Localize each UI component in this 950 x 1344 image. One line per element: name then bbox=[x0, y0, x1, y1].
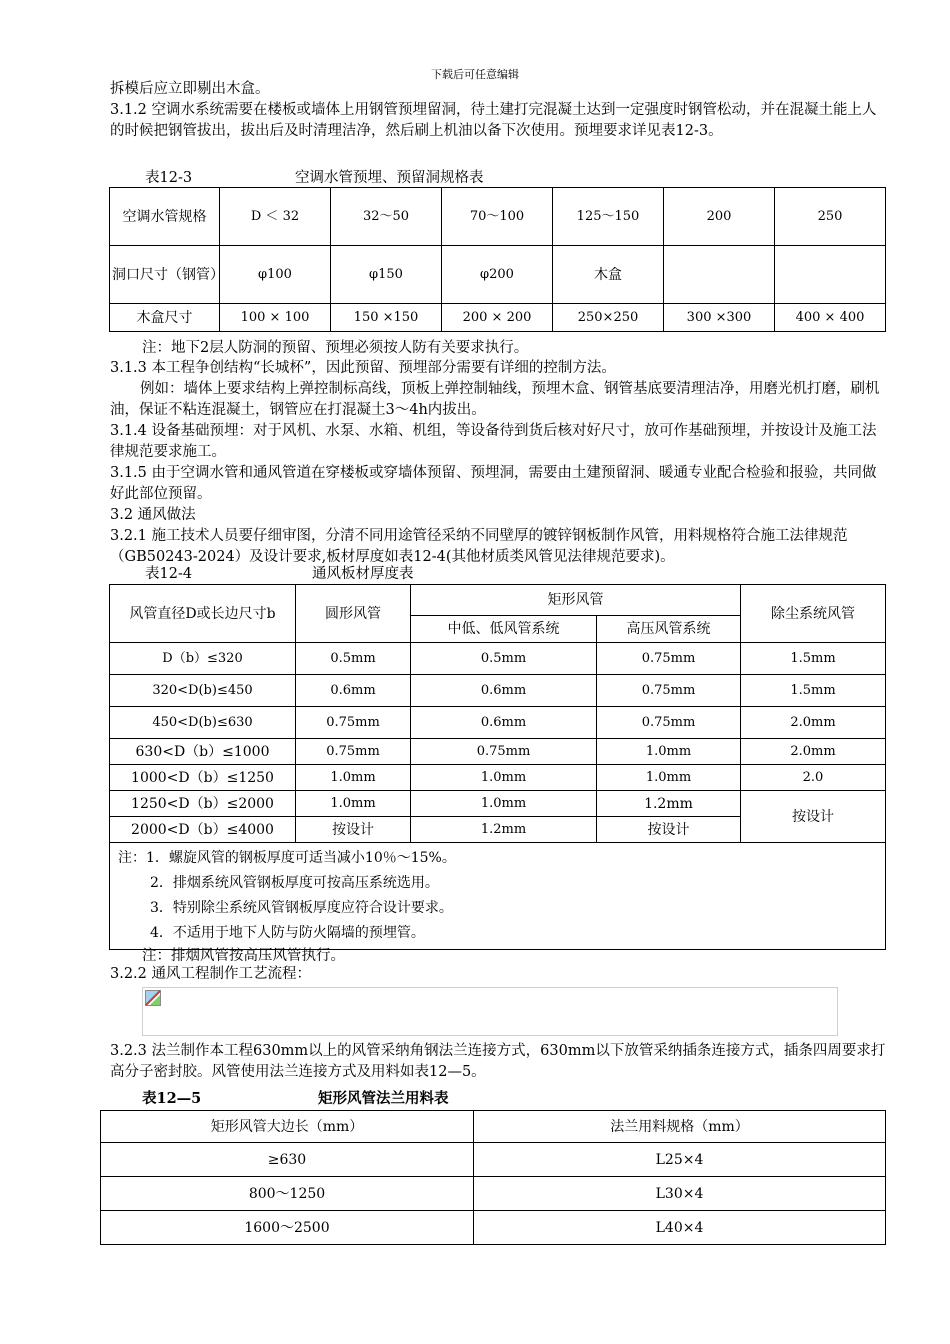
table-cell: 450<D(b)≤630 bbox=[110, 707, 296, 739]
table-cell: 0.75mm bbox=[296, 707, 411, 739]
table-cell: 0.5mm bbox=[411, 643, 597, 675]
table-cell: L25×4 bbox=[474, 1143, 886, 1177]
paragraph-3-1-5: 3.1.5 由于空调水管和通风管道在穿楼板或穿墙体预留、预埋洞，需要由土建预留洞、暖通专业配合检验和报验，共同做好此部位预留。 bbox=[110, 465, 877, 502]
table-header-cell: 法兰用料规格（mm） bbox=[474, 1111, 886, 1143]
table-12-3-number: 表12-3 bbox=[145, 170, 193, 186]
table-cell: 250×250 bbox=[553, 304, 664, 332]
table-12-5-title: 矩形风管法兰用料表 bbox=[318, 1090, 449, 1107]
table-cell: 1250<D（b）≤2000 bbox=[110, 791, 296, 817]
table-cell: 150 ×150 bbox=[331, 304, 442, 332]
table-header-cell: 风管直径D或长边尺寸b bbox=[110, 585, 296, 643]
paragraph-remove-box: 拆模后应立即剔出木盒。 bbox=[110, 81, 270, 97]
table-cell: 1000<D（b）≤1250 bbox=[110, 765, 296, 791]
paragraph-3-1-2: 3.1.2 空调水系统需要在楼板或墙体上用钢管预埋留洞，待土建打完混凝土达到一定强度时钢管松动，并在混凝土能上人的时候把钢管拔出，拔出后及时清理洁净，然后刷上机油以备下次使用。预埋要求详见表12-3。 bbox=[110, 102, 877, 139]
paragraph-3-2-2: 3.2.2 通风工程制作工艺流程： bbox=[110, 966, 312, 982]
table-cell: 1.2mm bbox=[597, 791, 741, 817]
table-cell: 125～150 bbox=[553, 188, 664, 246]
table-cell: 0.6mm bbox=[296, 675, 411, 707]
table-12-4-title: 通风板材厚度表 bbox=[312, 566, 414, 582]
table-cell: 1.0mm bbox=[296, 791, 411, 817]
table-cell: 320<D(b)≤450 bbox=[110, 675, 296, 707]
table-cell bbox=[775, 246, 886, 304]
table-row bbox=[110, 791, 886, 817]
table-header-cell: 中低、低风管系统 bbox=[411, 616, 597, 643]
table-row bbox=[110, 304, 886, 332]
table-row bbox=[101, 1211, 886, 1245]
table-row bbox=[110, 739, 886, 765]
table-row bbox=[101, 1177, 886, 1211]
table-cell: 木盒 bbox=[553, 246, 664, 304]
table-cell: 1.5mm bbox=[741, 675, 886, 707]
table-row bbox=[110, 707, 886, 739]
paragraph-3-2-3: 3.2.3 法兰制作本工程630mm以上的风管采纳角钢法兰连接方式，630mm以下放管采纳插条连接方式，插条四周要求打高分子密封胶。风管使用法兰连接方式及用料如表12—5。 bbox=[110, 1043, 886, 1080]
table-cell: 32～50 bbox=[331, 188, 442, 246]
note-item: 3．特别除尘系统风管钢板厚度应符合设计要求。 bbox=[150, 900, 453, 916]
table-cell: 250 bbox=[775, 188, 886, 246]
table-cell: 1.0mm bbox=[411, 791, 597, 817]
table-cell: 按设计 bbox=[597, 817, 741, 843]
table-cell: 100 × 100 bbox=[220, 304, 331, 332]
table-cell: φ100 bbox=[220, 246, 331, 304]
table-cell bbox=[664, 246, 775, 304]
table-cell: 0.75mm bbox=[411, 739, 597, 765]
table-cell: 2000<D（b）≤4000 bbox=[110, 817, 296, 843]
table-notes-row bbox=[110, 843, 886, 950]
table-row bbox=[110, 643, 886, 675]
table-cell: 1.0mm bbox=[597, 765, 741, 791]
table-cell: 木盒尺寸 bbox=[110, 304, 220, 332]
table-12-4-number: 表12-4 bbox=[145, 566, 193, 582]
table-cell: L40×4 bbox=[474, 1211, 886, 1245]
table-cell: 0.5mm bbox=[296, 643, 411, 675]
table-cell: 空调水管规格 bbox=[110, 188, 220, 246]
table-header-cell: 圆形风管 bbox=[296, 585, 411, 643]
table-cell: φ200 bbox=[442, 246, 553, 304]
table-cell: 70～100 bbox=[442, 188, 553, 246]
table-cell: 1.2mm bbox=[411, 817, 597, 843]
table-cell: 2.0mm bbox=[741, 707, 886, 739]
table-cell: D ＜ 32 bbox=[220, 188, 331, 246]
table-header-cell: 矩形风管 bbox=[411, 585, 741, 616]
table-header-cell: 矩形风管大边长（mm） bbox=[101, 1111, 474, 1143]
table-cell: L30×4 bbox=[474, 1177, 886, 1211]
table-cell: 0.75mm bbox=[296, 739, 411, 765]
table-cell: 2.0mm bbox=[741, 739, 886, 765]
table-cell: φ150 bbox=[331, 246, 442, 304]
note-item: 注：1．螺旋风管的钢板厚度可适当减小10％～15%。 bbox=[118, 850, 456, 866]
table-cell: 按设计 bbox=[741, 791, 886, 843]
table-cell: 800～1250 bbox=[101, 1177, 474, 1211]
table-cell: 1600～2500 bbox=[101, 1211, 474, 1245]
table-cell: 200 bbox=[664, 188, 775, 246]
table-cell: 0.75mm bbox=[597, 675, 741, 707]
table-cell: 0.6mm bbox=[411, 675, 597, 707]
table-cell: 按设计 bbox=[296, 817, 411, 843]
note-item: 2．排烟系统风管钢板厚度可按高压系统选用。 bbox=[150, 875, 439, 891]
note-item: 4．不适用于地下人防与防火隔墙的预埋管。 bbox=[150, 925, 425, 941]
table-cell: 1.0mm bbox=[296, 765, 411, 791]
note-smoke-exhaust: 注：排烟风管按高压风管执行。 bbox=[142, 948, 345, 964]
table-cell: D（b）≤320 bbox=[110, 643, 296, 675]
paragraph-3-1-3: 3.1.3 本工程争创结构“长城杯”，因此预留、预埋部分需要有详细的控制方法。 bbox=[110, 360, 616, 376]
broken-image-icon bbox=[145, 990, 161, 1006]
table-cell: 0.6mm bbox=[411, 707, 597, 739]
table-row bbox=[110, 188, 886, 246]
note-civil-defense: 注：地下2层人防洞的预留、预埋必须按人防有关要求执行。 bbox=[142, 340, 529, 356]
table-row bbox=[101, 1143, 886, 1177]
table-header-row bbox=[110, 585, 886, 616]
table-cell: 0.75mm bbox=[597, 707, 741, 739]
table-12-4 bbox=[109, 584, 886, 950]
table-cell: 630<D（b）≤1000 bbox=[110, 739, 296, 765]
table-row bbox=[110, 765, 886, 791]
table-12-3-title: 空调水管预埋、预留洞规格表 bbox=[295, 170, 484, 186]
table-notes bbox=[110, 843, 886, 950]
process-flow-image bbox=[142, 987, 838, 1036]
table-cell: 洞口尺寸（钢管） bbox=[110, 246, 220, 304]
table-12-5 bbox=[100, 1110, 886, 1245]
paragraph-example: 例如：墙体上要求结构上弹控制标高线，顶板上弹控制轴线，预埋木盒、钢管基底要清理洁净，用磨光机打磨，刷机油，保证不粘连混凝土，钢管应在打混凝土3～4h内拔出。 bbox=[110, 381, 880, 418]
table-cell: 0.75mm bbox=[597, 643, 741, 675]
paragraph-3-2-1: 3.2.1 施工技术人员要仔细审图，分清不同用途管径采纳不同壁厚的镀锌钢板制作风管，用料规格符合施工法律规范（GB50243-2024）及设计要求,板材厚度如表12-4(其他材质类风管见法律规范要求)。 bbox=[110, 528, 848, 565]
table-cell: 2.0 bbox=[741, 765, 886, 791]
paragraph-3-1-4: 3.1.4 设备基础预埋：对于风机、水泵、水箱、机组，等设备待到货后核对好尺寸，放可作基础预埋，并按设计及施工法律规范要求施工。 bbox=[110, 423, 877, 460]
table-cell: 300 ×300 bbox=[664, 304, 775, 332]
table-header-row bbox=[101, 1111, 886, 1143]
table-12-5-number: 表12—5 bbox=[142, 1090, 202, 1107]
table-row bbox=[110, 675, 886, 707]
table-cell: 1.5mm bbox=[741, 643, 886, 675]
table-cell: ≥630 bbox=[101, 1143, 474, 1177]
table-row bbox=[110, 246, 886, 304]
table-cell: 400 × 400 bbox=[775, 304, 886, 332]
heading-3-2: 3.2 通风做法 bbox=[110, 507, 196, 523]
page-header: 下载后可任意编辑 bbox=[431, 68, 519, 81]
table-cell: 200 × 200 bbox=[442, 304, 553, 332]
table-cell: 1.0mm bbox=[597, 739, 741, 765]
table-header-cell: 高压风管系统 bbox=[597, 616, 741, 643]
table-cell: 1.0mm bbox=[411, 765, 597, 791]
table-12-3 bbox=[109, 187, 886, 332]
table-header-cell: 除尘系统风管 bbox=[741, 585, 886, 643]
